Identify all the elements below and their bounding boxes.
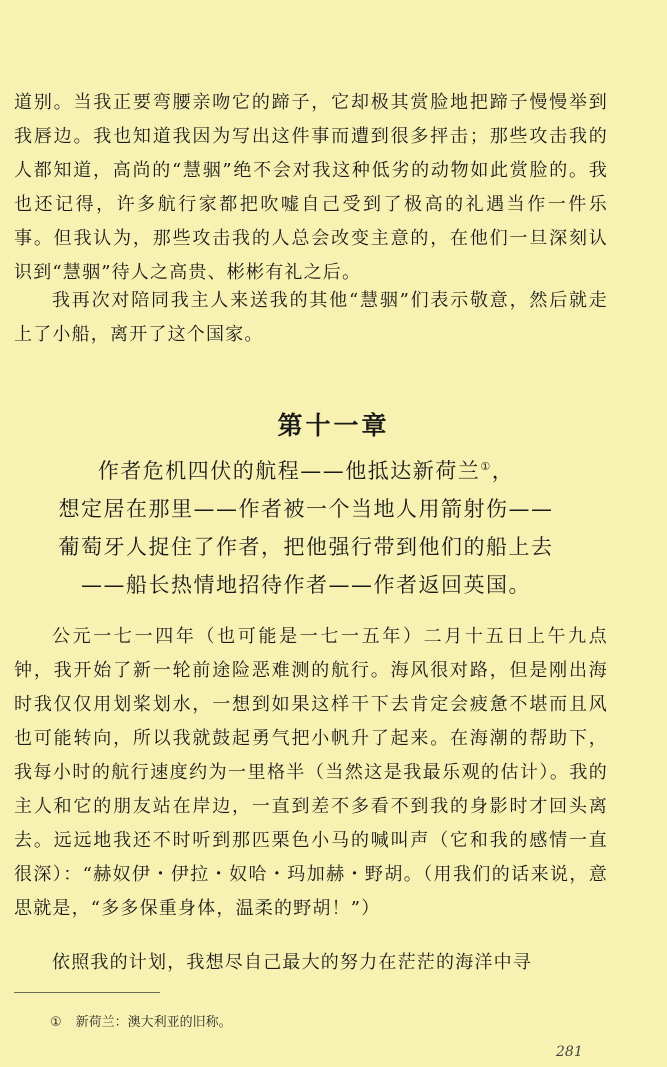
chapter-subtitle <box>0 452 612 604</box>
body-paragraph-2: 我再次对陪同我主人来送我的其他“慧骃”们表示敬意，然后就走上了小船，离开了这个国家。 <box>14 290 608 345</box>
chapter-subtitle-line-4: ——船长热情地招待作者——作者返回英国。 <box>81 573 531 597</box>
footnote-mark: ① <box>50 1015 62 1030</box>
chapter-subtitle-line-1 <box>0 452 612 490</box>
chapter-title: 第十一章 <box>277 411 390 440</box>
chapter-subtitle-line-1-comma: ， <box>491 459 515 483</box>
body-paragraph-4: 依照我的计划，我想尽自己最大的努力在茫茫的海洋中寻 <box>52 952 532 973</box>
body-paragraph-1: 道别。当我正要弯腰亲吻它的蹄子，它却极其赏脸地把蹄子慢慢举到我唇边。我也知道我因为写出这件事而遭到很多抨击；那些攻击我的人都知道，高尚的“慧骃”绝不会对我这种低劣的动物如此赏脸的。我也还记得，许多航行家都把吹嘘自己受到了极高的礼遇当作一件乐事。但我认为，那些攻击我的人总会改变主意的，在他们一旦深刻认识到“慧骃”待人之高贵、彬彬有礼之后。 <box>14 92 608 283</box>
chapter-subtitle-line-3: 葡萄牙人捉住了作者，把他强行带到他们的船上去 <box>58 535 554 559</box>
footnote <box>50 1014 232 1032</box>
footnote-reference-mark[interactable]: ① <box>480 460 492 473</box>
chapter-subtitle-line-1-text: 作者危机四伏的航程——他抵达新荷兰 <box>97 459 481 483</box>
body-paragraph-3: 公元一七一四年（也可能是一七一五年）二月十五日上午九点钟，我开始了新一轮前途险恶难测的航行。海风很对路，但是刚出海时我仅仅用划桨划水，一想到如果这样干下去肯定会疲惫不堪而且风也可能转向，所以我就鼓起勇气把小帆升了起来。在海潮的帮助下，我每小时的航行速度约为一里格半（当然这是我最乐观的估计）。我的主人和它的朋友站在岸边，一直到差不多看不到我的身影时才回头离去。远远地我还不时听到那匹栗色小马的喊叫声（它和我的感情一直很深）：“赫奴伊・伊拉・奴哈・玛加赫・野胡。（用我们的话来说，意思就是，“多多保重身体，温柔的野胡！”） <box>14 626 608 919</box>
page-number: 281 <box>556 1044 583 1060</box>
chapter-subtitle-line-2: 想定居在那里——作者被一个当地人用箭射伤—— <box>58 497 554 521</box>
footnote-divider <box>14 992 160 993</box>
footnote-text: 新荷兰：澳大利亚的旧称。 <box>75 1015 232 1030</box>
